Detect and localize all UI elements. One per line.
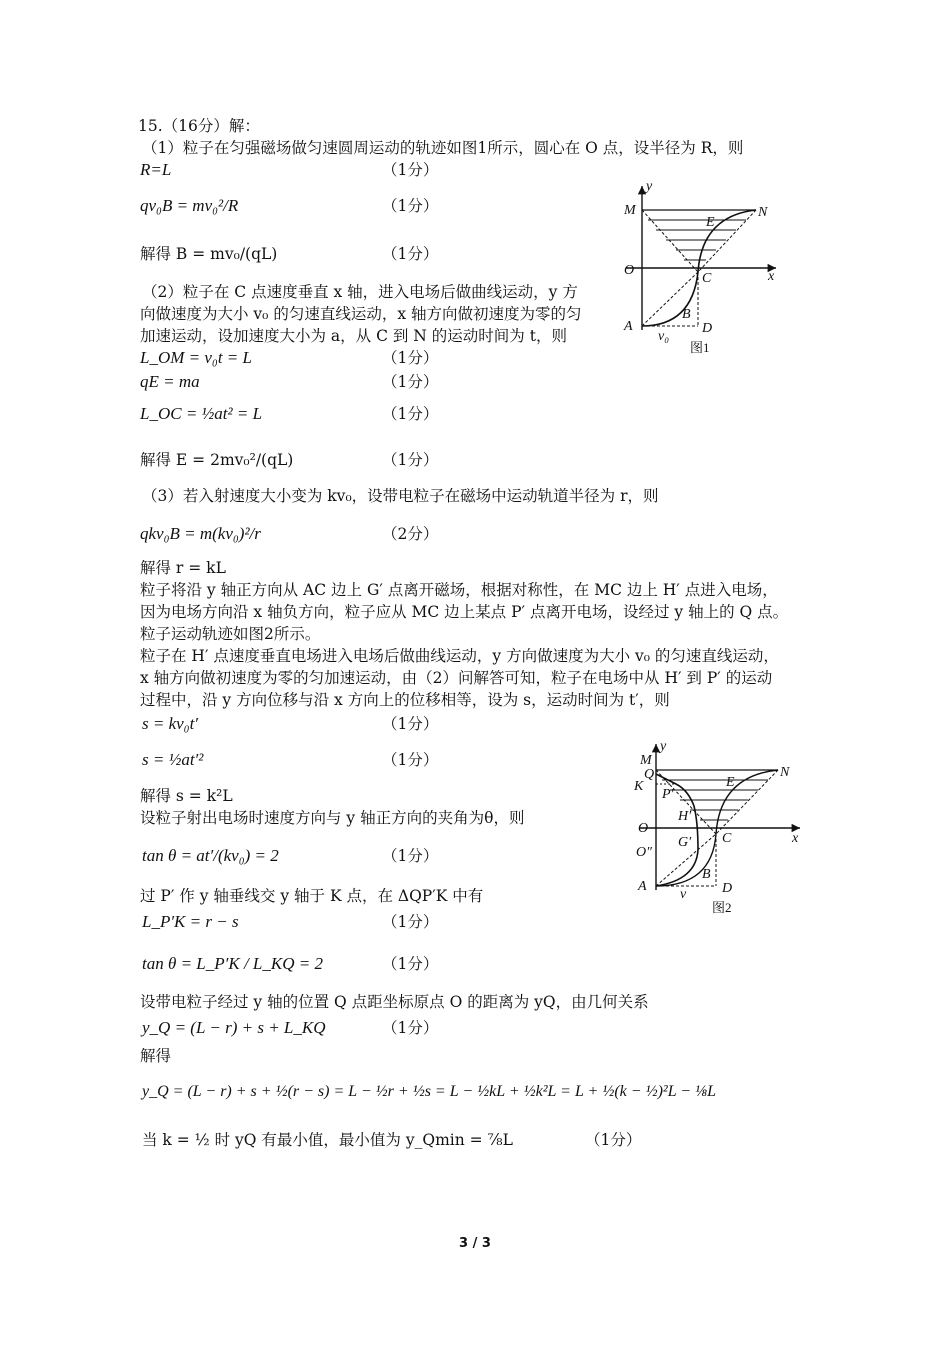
part2-eq1: L_OM = v₀t = L	[140, 348, 252, 367]
fig2-label-C: C	[722, 831, 732, 846]
fig2-label-y: y	[660, 739, 667, 754]
part3-sol1: 解得 r = kL	[140, 559, 226, 577]
fig1-label-E: E	[706, 215, 715, 230]
fig1-field-lines	[648, 220, 746, 260]
fig1-label-v0: v₀	[658, 329, 670, 344]
fig2-label-v: v	[680, 887, 687, 902]
fig2-label-O2: O″	[636, 845, 652, 860]
part2-eq3-score: （1分）	[382, 405, 439, 423]
part2-line3: 加速运动，设加速度大小为 a，从 C 到 N 的运动时间为 t，则	[140, 327, 567, 345]
fig2-label-B: B	[702, 867, 711, 882]
part2-eq4-score: （1分）	[382, 451, 439, 469]
fig1-label-O: O	[624, 263, 635, 278]
part3-para2-line1: 粒子在 H′ 点速度垂直电场进入电场后做曲线运动，y 方向做速度为大小 v₀ 的匀速直线运动，	[140, 647, 779, 665]
fig1-label-C: C	[702, 271, 712, 286]
fig2-label-G: G′	[678, 835, 692, 850]
fig2-label-P: P′	[662, 787, 674, 802]
fig2-label-E: E	[726, 775, 735, 790]
figure-2	[632, 740, 807, 920]
fig2-label-Q: Q	[644, 767, 655, 782]
fig2-caption: 图2	[712, 900, 732, 915]
figure-1	[618, 180, 788, 360]
part3-eq7-score: （1分）	[382, 1019, 439, 1037]
part3-eq2-score: （1分）	[382, 715, 439, 733]
fig1-label-x: x	[768, 269, 775, 284]
part1-eq1-score: （1分）	[382, 161, 439, 179]
fig2-label-K: K	[634, 779, 644, 794]
part3-eq3: s = ½at′²	[142, 750, 204, 769]
fig1-label-M: M	[624, 203, 636, 218]
part2-eq1-score: （1分）	[382, 349, 439, 367]
fig2-label-x: x	[792, 831, 799, 846]
part2-line1: （2）粒子在 C 点速度垂直 x 轴，进入电场后做曲线运动，y 方	[142, 283, 578, 301]
part3-final-score: （1分）	[585, 1131, 642, 1149]
part3-para2-line2: x 轴方向做初速度为零的匀加速运动，由（2）问解答可知，粒子在电场中从 H′ 到 P′ 的运动	[140, 669, 773, 687]
part1-eq1: R=L	[140, 160, 172, 179]
part3-intro: （3）若入射速度大小变为 kv₀，设带电粒子在磁场中运动轨道半径为 r，则	[142, 487, 659, 505]
part3-eq5-score: （1分）	[382, 913, 439, 931]
fig1-label-D: D	[702, 321, 713, 336]
fig2-label-O: O	[638, 821, 649, 836]
fig2-label-N: N	[780, 765, 790, 780]
fig1-label-B: B	[682, 307, 691, 322]
fig1-label-y: y	[646, 179, 653, 194]
part3-k-intro: 过 P′ 作 y 轴垂线交 y 轴于 K 点，在 ΔQP′K 中有	[140, 887, 484, 905]
fig2-label-M: M	[640, 753, 652, 768]
problem-header: 15.（16分）解：	[138, 117, 260, 135]
part3-eq4: tan θ = at′/(kv₀) = 2	[142, 846, 279, 865]
part3-eq4-score: （1分）	[382, 847, 439, 865]
part3-eq6: tan θ = L_P′K / L_KQ = 2	[142, 954, 323, 973]
part2-eq2: qE = ma	[140, 372, 200, 391]
fig2-label-D: D	[722, 881, 733, 896]
part3-final: 当 k = ½ 时 yQ 有最小值，最小值为 y_Qmin = ⅞L	[142, 1131, 513, 1149]
part3-y-intro: 设带电粒子经过 y 轴的位置 Q 点距坐标原点 O 的距离为 yQ，由几何关系	[140, 993, 649, 1011]
part3-para1-line1: 粒子将沿 y 轴正方向从 AC 边上 G′ 点离开磁场，根据对称性，在 MC 边上 H′ 点进入电场，	[140, 581, 778, 599]
fig1-caption: 图1	[690, 340, 710, 355]
fig1-label-A: A	[624, 319, 633, 334]
part3-sol3: 解得	[140, 1047, 172, 1065]
part3-eq2: s = kv₀t′	[142, 714, 199, 733]
part3-sol2: 解得 s = k²L	[140, 787, 233, 805]
part2-line2: 向做速度为大小 v₀ 的匀速直线运动，x 轴方向做初速度为零的匀	[140, 305, 582, 323]
part3-eq8: y_Q = (L − r) + s + ½(r − s) = L − ½r + ½s = L − ½kL + ½k²L = L + ½(k − ½)²L − ⅛L	[142, 1083, 716, 1100]
fig2-label-A: A	[638, 879, 647, 894]
fig1-label-N: N	[758, 205, 768, 220]
part3-para1-line3: 粒子运动轨迹如图2所示。	[140, 625, 321, 643]
part3-eq1: qkv₀B = m(kv₀)²/r	[140, 524, 261, 543]
part1-eq3-score: （1分）	[382, 245, 439, 263]
part3-angle-intro: 设粒子射出电场时速度方向与 y 轴正方向的夹角为θ，则	[140, 809, 525, 827]
part3-eq6-score: （1分）	[382, 955, 439, 973]
part2-eq4: 解得 E = 2mv₀²/(qL)	[140, 451, 294, 469]
part2-eq2-score: （1分）	[382, 373, 439, 391]
part1-eq2: qv₀B = mv₀²/R	[140, 196, 239, 215]
fig2-label-H: H′	[678, 809, 692, 824]
part3-para2-line3: 过程中，沿 y 方向位移与沿 x 方向上的位移相等，设为 s，运动时间为 t′，则	[140, 691, 670, 709]
part3-para1-line2: 因为电场方向沿 x 轴负方向，粒子应从 MC 边上某点 P′ 点离开电场，设经过 y 轴上的 Q 点。	[140, 603, 789, 621]
part3-eq3-score: （1分）	[382, 751, 439, 769]
part3-eq5: L_P′K = r − s	[142, 912, 239, 931]
part1-eq2-score: （1分）	[382, 197, 439, 215]
part2-eq3: L_OC = ½at² = L	[140, 404, 263, 423]
page-number: 3 / 3	[459, 1236, 491, 1251]
part1-intro: （1）粒子在匀强磁场做匀速圆周运动的轨迹如图1所示，圆心在 O 点，设半径为 R，则	[142, 139, 744, 157]
part3-eq1-score: （2分）	[382, 525, 439, 543]
part3-eq7: y_Q = (L − r) + s + L_KQ	[142, 1018, 326, 1037]
part1-eq3: 解得 B = mv₀/(qL)	[140, 245, 278, 263]
